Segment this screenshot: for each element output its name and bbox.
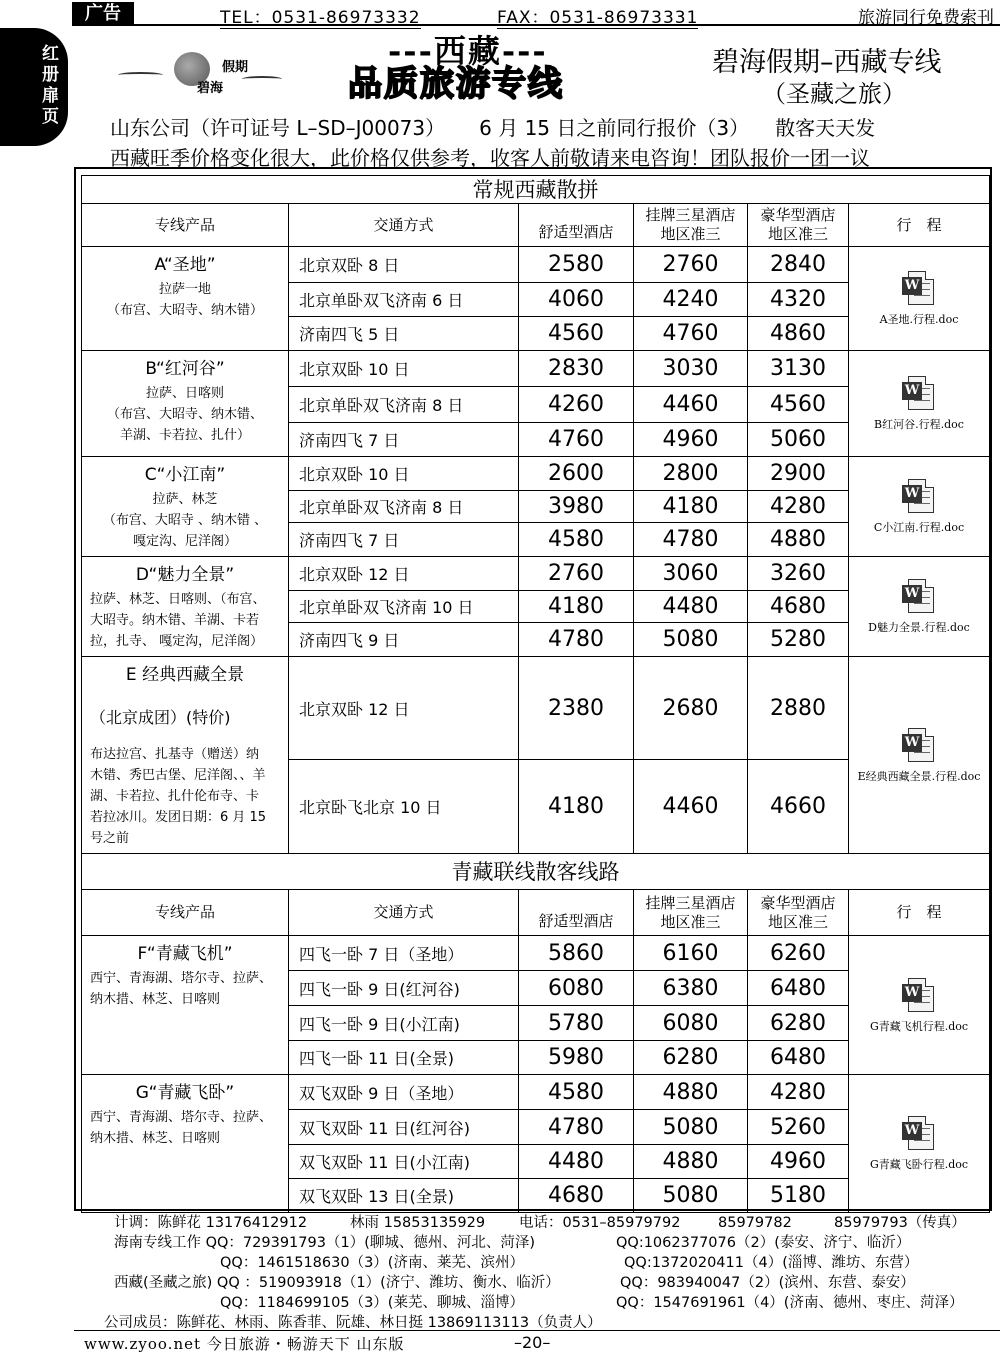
qq-tibet-1: 西藏(圣藏之旅) QQ ：519093918（1）(济宁、潍坊、衡水、临沂）	[114, 1275, 560, 1291]
website: www.zyoo.net 今日旅游・畅游天下 山东版	[84, 1335, 405, 1353]
price-comfort: 2760	[519, 557, 634, 591]
header-comfort: 舒适型酒店	[519, 204, 634, 247]
side-tab	[0, 28, 68, 146]
header-transport: 交通方式	[289, 890, 519, 936]
product-desc-line: 大昭寺。纳木错、羊湖、卡若	[90, 613, 260, 628]
product-desc-line: 西宁、青海湖、塔尔寺、拉萨、	[90, 1110, 273, 1125]
product-desc-line: 羊湖、卡若拉、扎什）	[119, 428, 250, 443]
product-desc-line: 拉萨一地	[158, 282, 211, 297]
fax-number: FAX：0531-86973331	[497, 3, 698, 29]
route-cell: 北京双卧 12 日	[289, 557, 519, 591]
product-desc-line: 嘎定沟、尼洋阁）	[132, 534, 237, 549]
bottom-bar	[74, 1330, 1000, 1352]
price-comfort: 4180	[519, 760, 634, 854]
product-desc-line: 拉萨、林芝、日喀则、（布宫、	[90, 592, 266, 607]
price-luxury: 4560	[748, 387, 849, 423]
doc-filename[interactable]: E经典西藏全景.行程.doc	[857, 769, 981, 783]
company-logo	[112, 40, 292, 110]
price-luxury: 4860	[748, 317, 849, 351]
price-three-star: 6080	[634, 1006, 748, 1041]
phone: 电话：0531–85979792	[519, 1215, 681, 1231]
brand-name: 碧海假期–西藏专线	[712, 47, 942, 78]
planner: 计调：陈鲜花 13176412912	[114, 1215, 308, 1231]
route-cell: 双飞双卧 11 日(红河谷)	[289, 1110, 519, 1145]
section-title-qinghai: 青藏联线散客线路	[81, 854, 990, 890]
price-three-star: 6380	[634, 971, 748, 1006]
itinerary-doc[interactable]	[849, 936, 990, 1075]
route-cell: 四飞一卧 9 日(小江南)	[289, 1006, 519, 1041]
price-three-star: 4480	[634, 591, 748, 623]
header-luxury-line: 地区准三	[767, 225, 828, 243]
price-comfort: 2600	[519, 457, 634, 491]
product-desc-line: 若拉冰川。发团日期：6 月 15	[90, 810, 267, 825]
price-three-star: 5080	[634, 623, 748, 657]
guide-title: 旅游同行免费索刊	[858, 8, 994, 28]
product-cell	[81, 1075, 289, 1213]
contact-line-1	[96, 1213, 996, 1233]
price-three-star: 4180	[634, 491, 748, 523]
price-luxury: 6480	[748, 971, 849, 1006]
product-name: B“红河谷”	[145, 359, 225, 379]
product-name: G“青藏飞卧”	[135, 1083, 235, 1103]
word-doc-icon[interactable]: W	[902, 479, 936, 517]
company-members: 公司成员：陈鲜花、林雨、陈香菲、阮雄、林日挺 13869113113（负责人）	[104, 1315, 602, 1331]
phone-2: 85979782	[718, 1215, 792, 1231]
product-name: D“魅力全景”	[135, 565, 235, 585]
contact-line-5	[96, 1293, 996, 1313]
header-comfort: 舒适型酒店	[519, 890, 634, 936]
qq-hainan-3: QQ：1461518630（3）(济南、莱芜、滨州）	[220, 1255, 524, 1271]
price-luxury: 6280	[748, 1006, 849, 1041]
price-comfort: 5980	[519, 1041, 634, 1075]
product-cell	[81, 351, 289, 457]
price-comfort: 4580	[519, 1075, 634, 1110]
header-luxury	[748, 204, 849, 247]
contact-line-3	[96, 1253, 996, 1273]
qq-hainan-2: QQ:1062377076（2）(泰安、济宁、临沂）	[616, 1235, 911, 1251]
route-cell: 北京单卧双飞济南 10 日	[289, 591, 519, 623]
price-three-star: 4880	[634, 1075, 748, 1110]
product-desc-line: 号之前	[90, 831, 130, 846]
price-comfort: 4580	[519, 523, 634, 557]
side-tab-label: 红册扉页	[42, 44, 59, 127]
price-luxury: 3260	[748, 557, 849, 591]
price-luxury: 5060	[748, 423, 849, 457]
route-cell: 北京单卧双飞济南 8 日	[289, 387, 519, 423]
route-cell: 四飞一卧 9 日(红河谷)	[289, 971, 519, 1006]
price-comfort: 4780	[519, 1110, 634, 1145]
price-three-star: 3060	[634, 557, 748, 591]
price-comfort: 4680	[519, 1179, 634, 1213]
contact-line-4	[96, 1273, 996, 1293]
qq-hainan-4: QQ:1372020411（4）(淄博、潍坊、东营）	[624, 1255, 919, 1271]
price-comfort: 5860	[519, 936, 634, 971]
header-three-star	[634, 204, 748, 247]
word-doc-icon[interactable]: W	[902, 728, 936, 766]
price-luxury: 2840	[748, 247, 849, 283]
doc-filename[interactable]: D魅力全景.行程.doc	[868, 621, 970, 634]
price-three-star: 5080	[634, 1179, 748, 1213]
price-three-star: 4780	[634, 523, 748, 557]
price-comfort: 4260	[519, 387, 634, 423]
section-title-regular: 常规西藏散拼	[81, 175, 990, 204]
route-cell: 济南四飞 5 日	[289, 317, 519, 351]
header-luxury-line: 地区准三	[767, 912, 828, 931]
product-desc-line: 西宁、青海湖、塔尔寺、拉萨、	[90, 971, 273, 986]
price-comfort: 6080	[519, 971, 634, 1006]
price-comfort: 4760	[519, 423, 634, 457]
price-comfort: 4560	[519, 317, 634, 351]
header-three-star-line: 挂牌三星酒店	[645, 206, 736, 224]
price-comfort: 3980	[519, 491, 634, 523]
price-three-star: 2680	[634, 657, 748, 760]
price-notice: 西藏旺季价格变化很大，此价格仅供参考，收客人前敬请来电咨询！团队报价一团一议	[110, 146, 870, 170]
route-cell: 北京双卧 12 日	[289, 657, 519, 760]
daily-departure: 散客天天发	[775, 116, 876, 140]
product-desc-line: 拉，扎寺、 嘎定沟，尼洋阁）	[90, 634, 264, 649]
price-luxury: 4660	[748, 760, 849, 854]
route-cell: 济南四飞 9 日	[289, 623, 519, 657]
route-cell: 济南四飞 7 日	[289, 423, 519, 457]
price-comfort: 4780	[519, 623, 634, 657]
product-name: E 经典西藏全景	[125, 665, 245, 685]
ad-label: 广告	[72, 2, 134, 26]
quote-date: 6 月 15 日之前同行报价（3）	[479, 116, 750, 140]
title-quality-line: 品质旅游专线	[348, 64, 564, 104]
price-three-star: 4240	[634, 283, 748, 317]
header-itinerary: 行 程	[849, 204, 990, 247]
route-cell: 济南四飞 7 日	[289, 523, 519, 557]
word-doc-icon[interactable]: W	[902, 271, 936, 309]
itinerary-doc[interactable]	[849, 351, 990, 457]
price-three-star: 6280	[634, 1041, 748, 1075]
header-three-star	[634, 890, 748, 936]
qq-tibet-3: QQ：1184699105（3）(莱芜、聊城、淄博）	[220, 1295, 524, 1311]
itinerary-doc[interactable]	[849, 557, 990, 657]
product-name: F“青藏飞机”	[137, 944, 233, 964]
header-transport: 交通方式	[289, 204, 519, 247]
product-subname: （北京成团）(特价)	[90, 708, 231, 727]
fax-2: 85979793（传真）	[834, 1215, 966, 1231]
price-luxury: 5260	[748, 1110, 849, 1145]
tel-number: TEL：0531-86973332	[220, 3, 421, 29]
route-cell: 北京双卧 10 日	[289, 351, 519, 387]
route-cell: 北京双卧 8 日	[289, 247, 519, 283]
header-luxury-line: 豪华型酒店	[760, 893, 836, 912]
word-doc-icon[interactable]: W	[902, 1116, 936, 1154]
price-three-star: 2760	[634, 247, 748, 283]
product-cell	[81, 247, 289, 351]
price-three-star: 5080	[634, 1110, 748, 1145]
product-desc-line: 拉萨、日喀则	[145, 386, 224, 401]
price-three-star: 4960	[634, 423, 748, 457]
header-itinerary: 行 程	[849, 890, 990, 936]
doc-filename[interactable]: A圣地.行程.doc	[879, 313, 959, 326]
qq-tibet-2: QQ：983940047（2）(滨州、东营、泰安）	[620, 1275, 915, 1291]
itinerary-doc[interactable]	[849, 247, 990, 351]
contact-line-2	[96, 1233, 996, 1253]
price-comfort: 4060	[519, 283, 634, 317]
price-comfort: 2380	[519, 657, 634, 760]
route-cell: 双飞双卧 13 日(全景)	[289, 1179, 519, 1213]
doc-filename[interactable]: C小江南.行程.doc	[873, 521, 965, 534]
product-cell	[81, 457, 289, 557]
price-three-star: 4760	[634, 317, 748, 351]
itinerary-doc[interactable]	[849, 657, 990, 854]
route-cell: 北京单卧双飞济南 6 日	[289, 283, 519, 317]
company-license: 山东公司（许可证号 L–SD–J00073）	[110, 116, 446, 140]
price-three-star: 4880	[634, 1145, 748, 1179]
contacts	[96, 1213, 996, 1333]
price-luxury: 4680	[748, 591, 849, 623]
header-luxury-line: 豪华型酒店	[760, 206, 836, 224]
route-cell: 双飞双卧 11 日(小江南)	[289, 1145, 519, 1179]
product-name: A“圣地”	[154, 255, 216, 275]
header-three-star-line: 挂牌三星酒店	[645, 893, 736, 912]
route-cell: 四飞一卧 11 日(全景)	[289, 1041, 519, 1075]
price-luxury: 3130	[748, 351, 849, 387]
price-three-star: 4460	[634, 760, 748, 854]
title-tibet: ---西藏---	[388, 32, 548, 70]
planner-2: 林雨 15853135929	[350, 1215, 486, 1231]
product-desc-line: 布达拉宫、扎基寺（赠送）纳	[90, 747, 260, 762]
product-cell	[81, 557, 289, 657]
price-comfort: 4180	[519, 591, 634, 623]
price-luxury: 4960	[748, 1145, 849, 1179]
product-desc-line: （布宫、大昭寺 、纳木错 、	[102, 513, 268, 528]
product-desc-line: 湖、卡若拉、扎什伦布寺、卡	[90, 789, 260, 804]
price-three-star: 6160	[634, 936, 748, 971]
price-table	[81, 175, 990, 1208]
itinerary-doc[interactable]	[849, 1075, 990, 1213]
product-cell	[81, 657, 289, 854]
product-desc-line: 木错、秀巴古堡、尼洋阁、、羊	[90, 768, 266, 783]
top-bar	[72, 2, 1000, 26]
header-product: 专线产品	[81, 204, 289, 247]
product-desc-line: （布宫、大昭寺、纳木错）	[106, 303, 263, 318]
price-comfort: 2830	[519, 351, 634, 387]
route-cell: 北京单卧双飞济南 8 日	[289, 491, 519, 523]
price-comfort: 4480	[519, 1145, 634, 1179]
price-luxury: 5280	[748, 623, 849, 657]
price-comfort: 5780	[519, 1006, 634, 1041]
price-luxury: 5180	[748, 1179, 849, 1213]
product-cell	[81, 936, 289, 1075]
price-luxury: 4880	[748, 523, 849, 557]
price-luxury: 4280	[748, 491, 849, 523]
header-luxury	[748, 890, 849, 936]
product-desc-line: 拉萨、林芝	[152, 492, 218, 507]
doc-filename[interactable]: B红河谷.行程.doc	[874, 418, 964, 431]
header-three-star-line: 地区准三	[660, 225, 721, 243]
price-three-star: 3030	[634, 351, 748, 387]
price-comfort: 2580	[519, 247, 634, 283]
price-luxury: 4320	[748, 283, 849, 317]
price-luxury: 2900	[748, 457, 849, 491]
header-three-star-line: 地区准三	[660, 912, 721, 931]
product-name: C“小江南”	[144, 465, 226, 485]
product-desc-line: 纳木措、林芝、日喀则	[90, 1131, 221, 1146]
price-luxury: 6480	[748, 1041, 849, 1075]
qq-hainan-1: 海南专线工作 QQ：729391793（1）(聊城、德州、河北、菏泽)	[114, 1235, 536, 1251]
page-number: –20–	[514, 1333, 551, 1352]
route-cell: 北京双卧 10 日	[289, 457, 519, 491]
logo-text-1: 假期	[222, 60, 249, 75]
product-desc-line: 纳木措、林芝、日喀则	[90, 992, 221, 1007]
qq-tibet-4: QQ：1547691961（4）(济南、德州、枣庄、菏泽）	[616, 1295, 964, 1311]
brand-subname: （圣藏之旅）	[762, 80, 906, 108]
doc-filename[interactable]: G青藏飞机行程.doc	[869, 1019, 969, 1033]
price-luxury: 6260	[748, 936, 849, 971]
route-cell: 双飞双卧 9 日（圣地）	[289, 1075, 519, 1110]
price-three-star: 4460	[634, 387, 748, 423]
word-doc-icon[interactable]: W	[902, 376, 936, 414]
header-product: 专线产品	[81, 890, 289, 936]
price-luxury: 4280	[748, 1075, 849, 1110]
doc-filename[interactable]: G青藏飞卧行程.doc	[869, 1158, 969, 1171]
price-three-star: 2800	[634, 457, 748, 491]
route-cell: 四飞一卧 7 日（圣地）	[289, 936, 519, 971]
price-luxury: 2880	[748, 657, 849, 760]
word-doc-icon[interactable]: W	[902, 978, 936, 1016]
word-doc-icon[interactable]: W	[902, 579, 936, 617]
company-line	[110, 112, 875, 141]
product-desc-line: （布宫、大昭寺、纳木错、	[106, 407, 263, 422]
route-cell: 北京卧飞北京 10 日	[289, 760, 519, 854]
logo-text-2: 碧海	[197, 81, 224, 96]
itinerary-doc[interactable]	[849, 457, 990, 557]
